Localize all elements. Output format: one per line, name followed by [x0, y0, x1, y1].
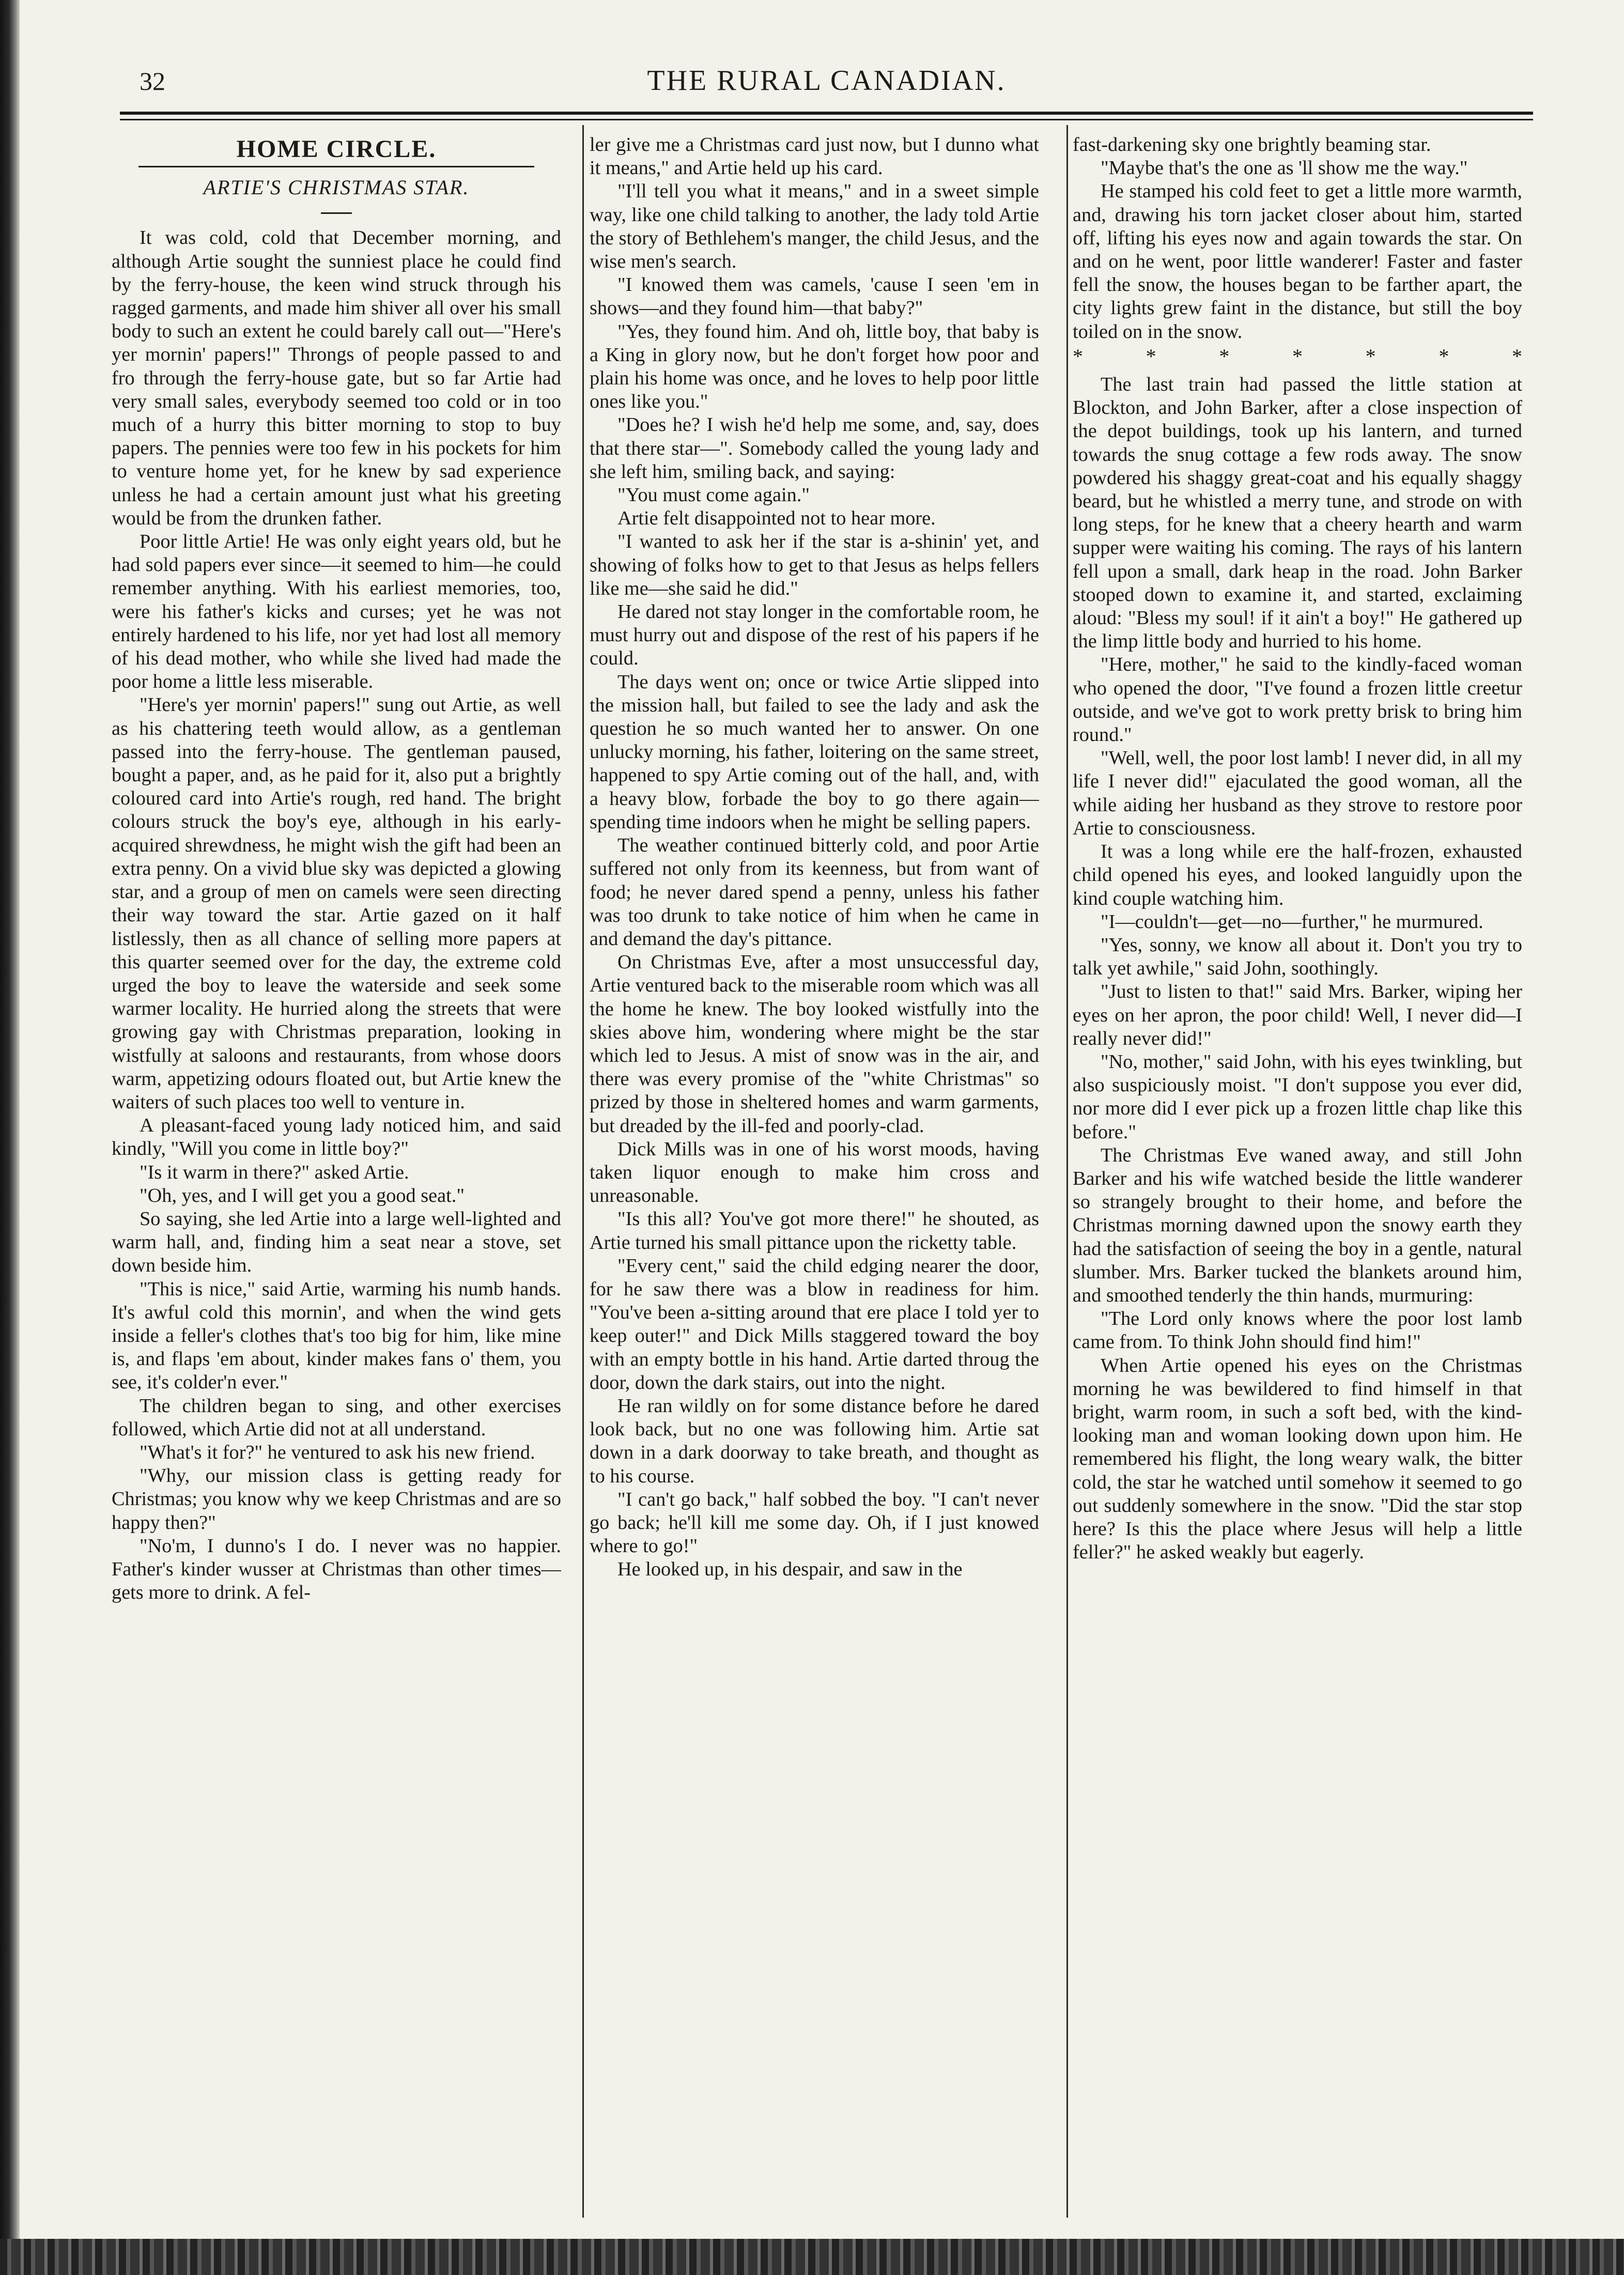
paragraph: So saying, she led Artie into a large well-lighted and warm hall, and, finding him a seat near a stove, set down beside him.	[112, 1208, 561, 1277]
title-rule	[138, 166, 534, 167]
paragraph: "I'll tell you what it means," and in a sweet simple way, like one child talking to another, the lady told Artie the story of Bethlehem's manger, the child Jesus, and the wise men's search.	[590, 180, 1039, 273]
page-number: 32	[140, 67, 165, 96]
paragraph: "What's it for?" he ventured to ask his new friend.	[140, 1441, 535, 1463]
page-binding-edge	[0, 0, 20, 2275]
paragraph: A pleasant-faced young lady noticed him, and said kindly, "Will you come in little boy?"	[112, 1115, 561, 1160]
paragraph: "Well, well, the poor lost lamb! I never did, in all my life I never did!" ejaculated the good woman, all the while aiding her husband as they strove to restore poor Artie to consciousness.	[1073, 747, 1522, 839]
paragraph: "No'm, I dunno's I do. I never was no happier. Father's kinder wusser at Christmas than other times—gets more to drink. A fel-	[112, 1535, 561, 1604]
paragraph: "Is this all? You've got more there!" he shouted, as Artie turned his small pittance upon the ricketty table.	[590, 1208, 1039, 1253]
column-divider	[1066, 125, 1068, 2218]
paragraph: On Christmas Eve, after a most unsuccessful day, Artie ventured back to the miserable room which was all the home he knew. The boy looked wistfully into the skies above him, wondering where might be the star which led to Jesus. A mist of snow was in the air, and there was every promise of the "white Christmas" so prized by those in sheltered homes and warm garments, but dreaded by the ill-fed and poorly-clad.	[590, 951, 1039, 1137]
story-title: ARTIE'S CHRISTMAS STAR.	[203, 176, 470, 199]
paragraph: He stamped his cold feet to get a little more warmth, and, drawing his torn jacket closer about him, started off, lifting his eyes now and again towards the star. On and on he went, poor little wanderer! Faster and faster fell the snow, the houses began to be farther apart, the city lights grew faint in the distance, but still the boy toiled on in the snow.	[1073, 180, 1522, 343]
paragraph: The days went on; once or twice Artie slipped into the mission hall, but failed to see the lady and ask the question he so much wanted her to answer. On one unlucky morning, his father, loitering on the same street, happened to spy Artie coming out of the hall, and, with a heavy blow, forbade the boy to go there again—spending time indoors when he might be selling papers.	[590, 671, 1039, 833]
paragraph: "Every cent," said the child edging nearer the door, for he saw there was a blow in readiness for him. "You've been a-sitting around that ere place I told yer to keep outer!" and Dick Mills staggered toward the boy with an empty bottle in his hand. Artie darted throug the door, down the dark stairs, out into the night.	[590, 1255, 1039, 1394]
column-3	[1073, 133, 1522, 2210]
column-2	[590, 133, 1039, 2210]
paragraph: "I—couldn't—get—no—further," he murmured.	[1101, 910, 1483, 933]
paragraph: The weather continued bitterly cold, and poor Artie suffered not only from its keenness, but from want of food; he never dared spend a penny, unless his father was too drunk to take notice of him when he came in and demand the day's pittance.	[590, 834, 1039, 950]
paragraph: "No, mother," said John, with his eyes twinkling, but also suspiciously moist. "I don't suppose you ever did, nor more did I ever pick up a frozen little chap like this before."	[1073, 1050, 1522, 1143]
paragraph: Artie felt disappointed not to hear more.	[617, 507, 936, 530]
paragraph: "Is it warm in there?" asked Artie.	[140, 1161, 409, 1183]
paragraph: "Maybe that's the one as 'll show me the way."	[1101, 157, 1468, 179]
paragraph: The children began to sing, and other exercises followed, which Artie did not at all understand.	[112, 1395, 561, 1440]
paragraph: Dick Mills was in one of his worst moods, having taken liquor enough to make him cross and unreasonable.	[590, 1138, 1039, 1207]
section-break-stars: * * * * * * *	[1073, 344, 1522, 368]
header-rule-thin	[120, 119, 1533, 120]
page-header	[120, 61, 1533, 107]
title-dash	[321, 212, 352, 214]
paragraph: "Oh, yes, and I will get you a good seat."	[140, 1184, 465, 1206]
paragraph-continued: fast-darkening sky one brightly beaming star.	[1073, 134, 1431, 156]
paragraph: "Why, our mission class is getting ready for Christmas; you know why we keep Christmas and are so happy then?"	[112, 1465, 561, 1534]
paragraph: "Here, mother," he said to the kindly-faced woman who opened the door, "I've found a frozen little creetur outside, and we've got to work pretty brisk to bring him round."	[1073, 654, 1522, 746]
paragraph: He dared not stay longer in the comfortable room, he must hurry out and dispose of the rest of his papers if he could.	[590, 601, 1039, 670]
paragraph-continued: ler give me a Christmas card just now, but I dunno what it means," and Artie held up his card.	[590, 134, 1039, 179]
paragraph: The last train had passed the little station at Blockton, and John Barker, after a close inspection of the depot buildings, took up his lantern, and turned towards the snug cottage a few rods away. The snow powdered his shaggy great-coat and his equally shaggy beard, but he whistled a merry tune, and strode on with long steps, for he knew that a cheery hearth and warm supper were waiting his coming. The rays of his lantern fell upon a small, dark heap in the road. John Barker stooped down to examine it, and started, exclaiming aloud: "Bless my soul! if it ain't a boy!" He gathered up the limp little body and hurried to his home.	[1073, 374, 1522, 653]
paragraph: "Yes, sonny, we know all about it. Don't you try to talk yet awhile," said John, soothingly.	[1073, 934, 1522, 980]
paragraph: When Artie opened his eyes on the Christmas morning he was bewildered to find himself in that bright, warm room, in such a soft bed, with the kind-looking man and woman looking down upon him. He remembered his flight, the long weary walk, the bitter cold, the star he watched until somehow it seemed to go out suddenly somewhere in the snow. "Did the star stop here? Is this the place where Jesus will help a little feller?" he asked weakly but eagerly.	[1073, 1354, 1522, 1564]
paragraph: "Does he? I wish he'd help me some, and, say, does that there star—". Somebody called the young lady and she left him, smiling back, and saying:	[590, 414, 1039, 483]
paragraph: The Christmas Eve waned away, and still John Barker and his wife watched beside the little wanderer so strangely brought to their home, and before the Christmas morning dawned upon the snowy earth they had the satisfaction of seeing the boy in a gentle, natural slumber. Mrs. Barker tucked the blankets around him, and smoothed tenderly the thin hands, murmuring:	[1073, 1144, 1522, 1306]
paragraph: "This is nice," said Artie, warming his numb hands. It's awful cold this mornin', and when the wind gets inside a feller's clothes that's too big for him, like mine is, and flaps 'em about, kinder makes fans o' them, you see, it's colder'n ever."	[112, 1278, 561, 1394]
paragraph: He looked up, in his despair, and saw in the	[617, 1558, 963, 1581]
paragraph: "The Lord only knows where the poor lost lamb came from. To think John should find him!"	[1073, 1308, 1522, 1353]
paragraph: He ran wildly on for some distance before he dared look back, but no one was following him. Artie sat down in a dark doorway to take breath, and thought as to his course.	[590, 1395, 1039, 1487]
page-bottom-edge	[0, 2239, 1624, 2275]
paragraph: "Just to listen to that!" said Mrs. Barker, wiping her eyes on her apron, the poor child! Well, I never did—I really never did!"	[1073, 981, 1522, 1049]
header-rule	[120, 112, 1533, 115]
paragraph: "I can't go back," half sobbed the boy. "I can't never go back; he'll kill me some day. Oh, if I just knowed where to go!"	[590, 1488, 1039, 1557]
paragraph: "You must come again."	[617, 484, 810, 506]
journal-title: THE RURAL CANADIAN.	[647, 65, 1006, 97]
column-divider	[582, 125, 584, 2218]
column-1	[112, 133, 561, 2210]
paragraph: "Here's yer mornin' papers!" sung out Artie, as well as his chattering teeth would allow, as a gentleman passed into the ferry-house. The gentleman paused, bought a paper, and, as he paid for it, also put a brightly coloured card into Artie's rough, red hand. The bright colours struck the boy's eye, although in his early-acquired shrewdness, he might wish the gift had been an extra penny. On a vivid blue sky was depicted a glowing star, and a group of men on camels were seen directing their way toward the star. Artie gazed on it half listlessly, then as all chance of selling more papers at this quarter seemed over for the day, the extreme cold urged the boy to leave the waterside and seek some warmer locality. He hurried along the streets that were growing gay with Christmas preparation, looking in wistfully at saloons and restaurants, from whose doors warm, appetizing odours floated out, but Artie knew the waiters of such places too well to venture in.	[112, 694, 561, 1113]
paragraph: It was a long while ere the half-frozen, exhausted child opened his eyes, and looked languidly upon the kind couple watching him.	[1073, 841, 1522, 909]
paragraph: "I wanted to ask her if the star is a-shinin' yet, and showing of folks how to get to that Jesus as helps fellers like me—she said he did."	[590, 531, 1039, 599]
paragraph: "I knowed them was camels, 'cause I seen 'em in shows—and they found him—that baby?"	[590, 274, 1039, 319]
section-title: HOME CIRCLE.	[236, 135, 437, 163]
paragraph: It was cold, cold that December morning, and although Artie sought the sunniest place he could find by the ferry-house, the keen wind struck through his ragged garments, and made him shiver all over his small body to such an extent he could barely call out—"Here's yer mornin' papers!" Throngs of people passed to and fro through the ferry-house gate, but so far Artie had very small sales, everybody seemed too cold or in too much of a hurry this bitter morning to stop to buy papers. The pennies were too few in his pockets for him to venture home yet, for he knew by sad experience unless he had a certain amount just what his greeting would be from the drunken father.	[112, 227, 561, 529]
paragraph: Poor little Artie! He was only eight years old, but he had sold papers ever since—it seemed to him—he could remember anything. With his earliest memories, too, were his father's kicks and curses; yet he was not entirely hardened to his life, nor yet had lost all memory of his dead mother, who while she lived had made the poor home a little less miserable.	[112, 531, 561, 693]
paragraph: "Yes, they found him. And oh, little boy, that baby is a King in glory now, but he don't forget how poor and plain his home was once, and he loves to help poor little ones like you."	[590, 320, 1039, 413]
